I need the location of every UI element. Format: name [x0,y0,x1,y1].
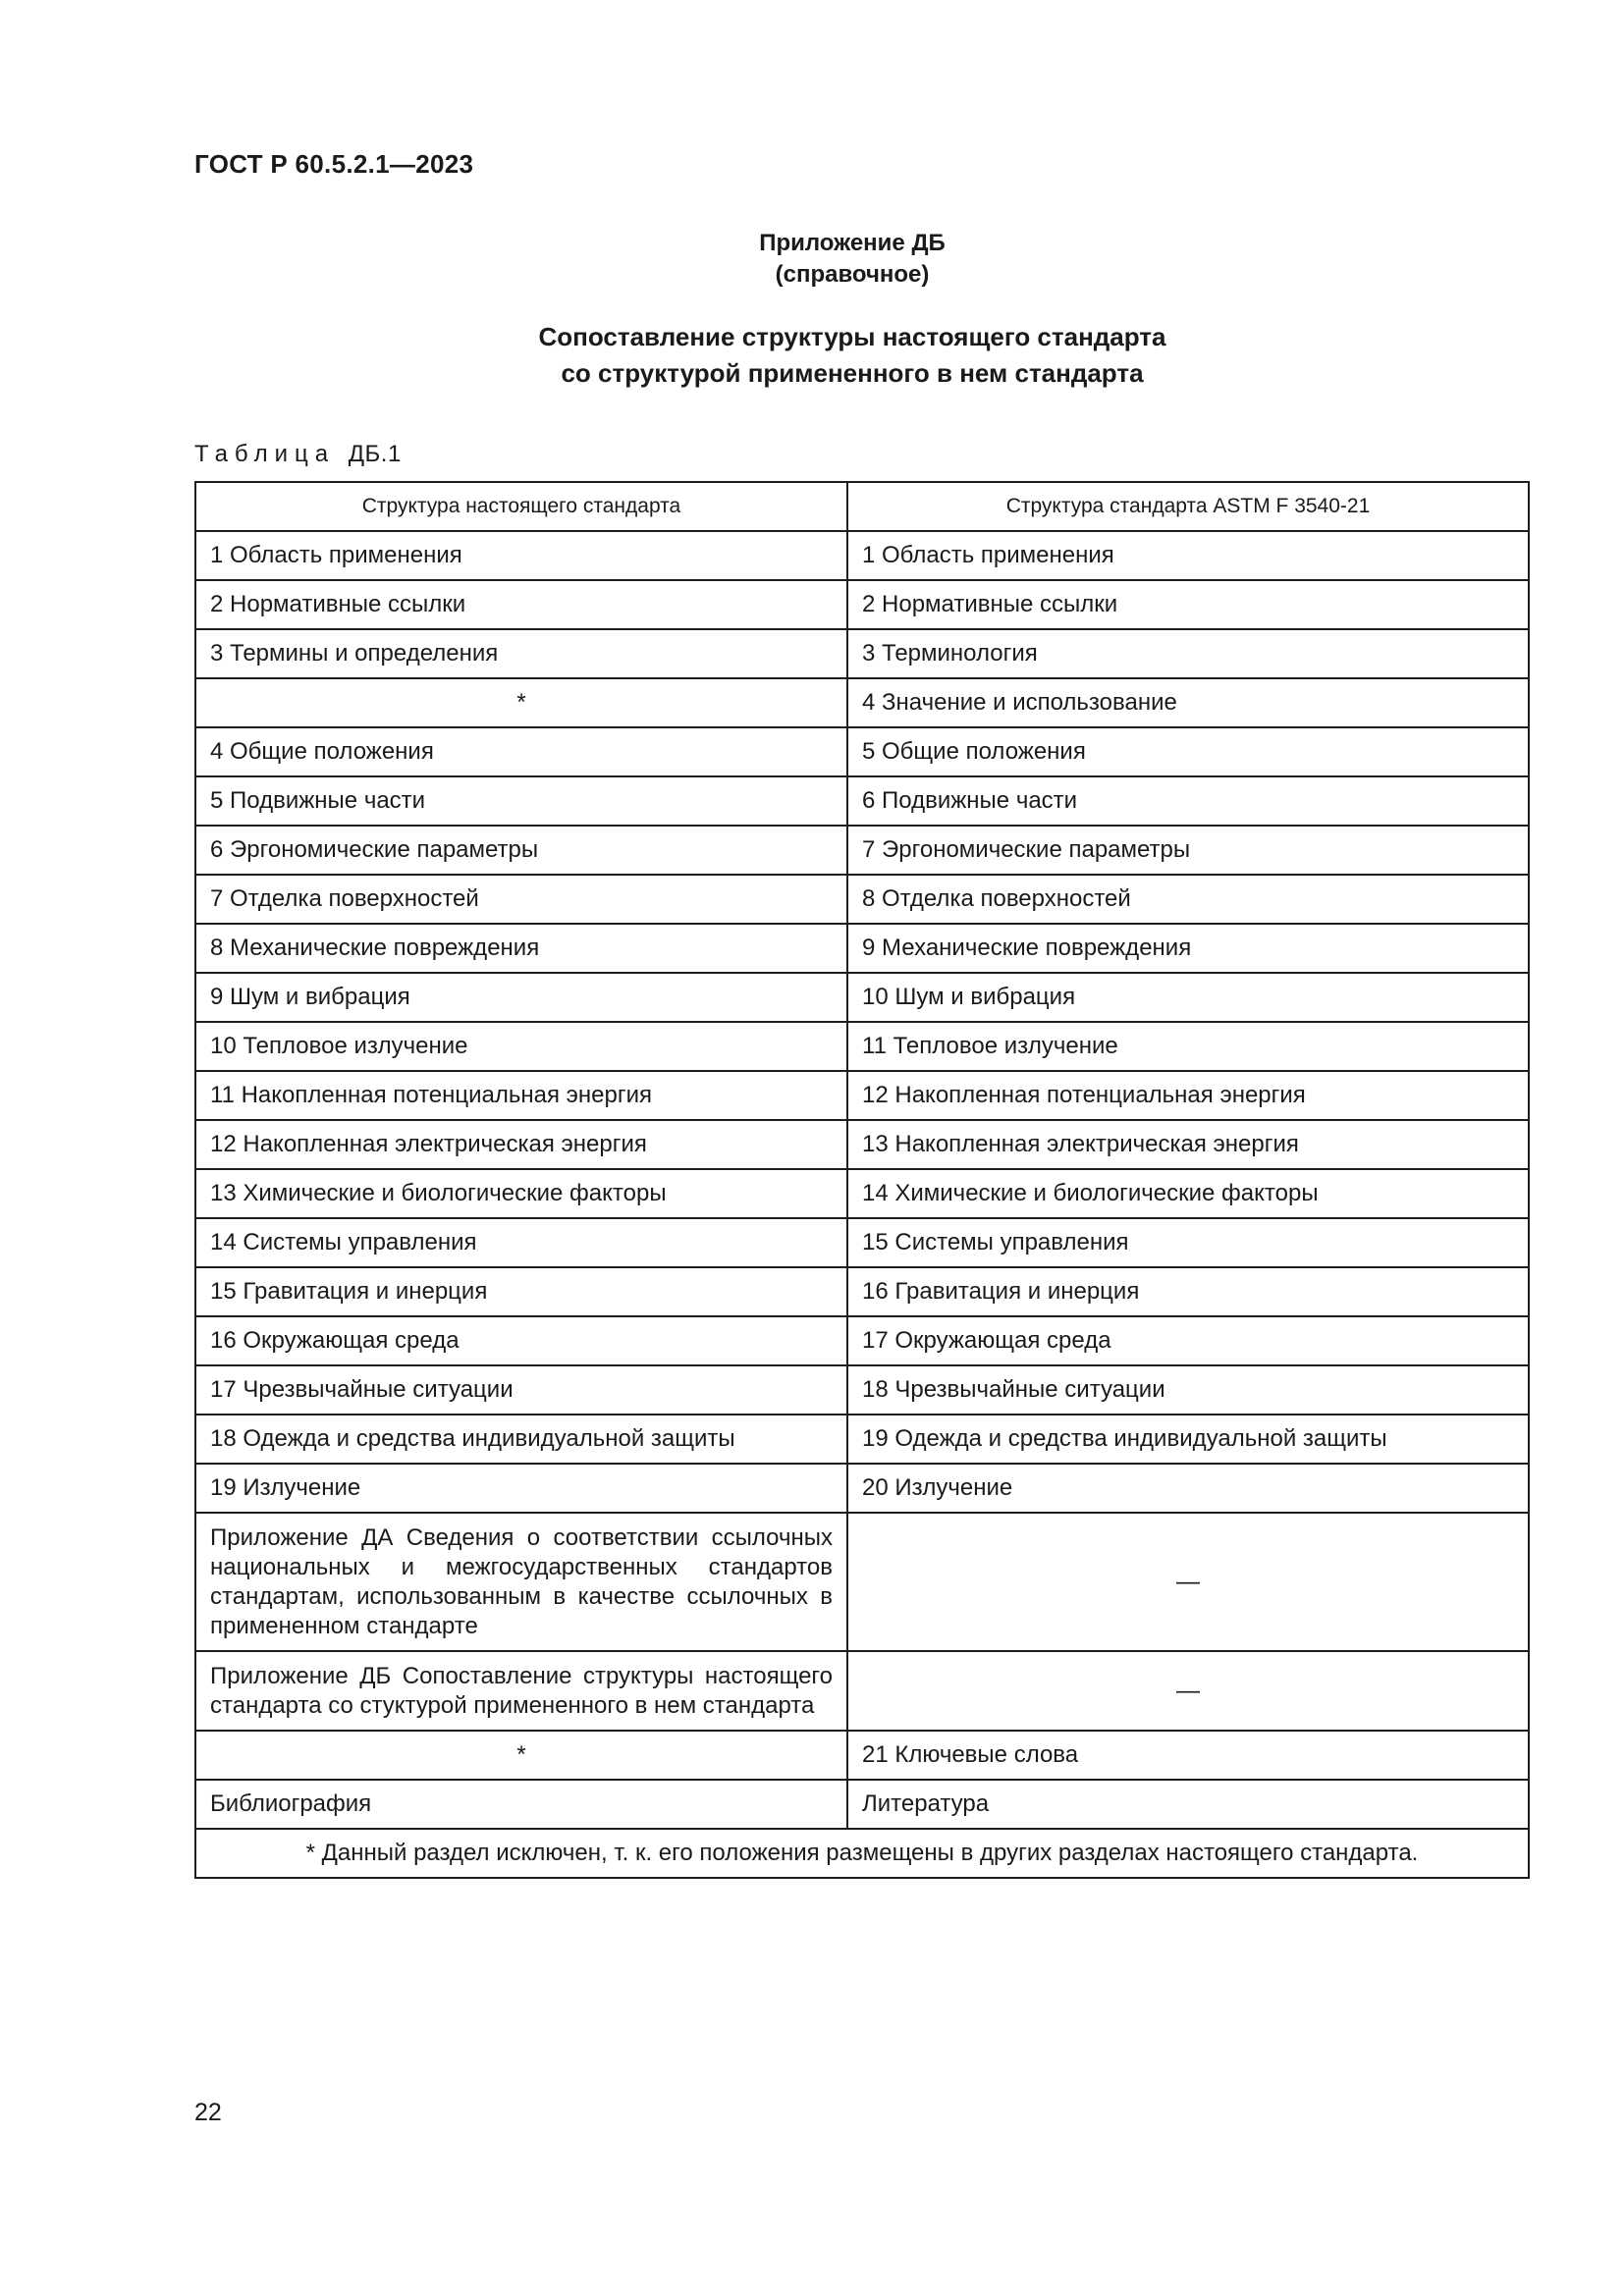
cell-current-excluded: * [195,678,847,727]
table-row [195,924,1529,973]
page-number: 22 [194,2099,222,2126]
column-header-astm-standard: Структура стандарта ASTM F 3540-21 [847,482,1529,531]
cell-astm: 19 Одежда и средства индивидуальной защиты [847,1415,1529,1464]
cell-astm: 17 Окружающая среда [847,1316,1529,1365]
cell-astm: 8 Отделка поверхностей [847,875,1529,924]
table-footnote: * Данный раздел исключен, т. к. его положения размещены в других разделах настоящего стандарта. [195,1829,1529,1878]
table-row [195,531,1529,580]
table-footnote-row [195,1829,1529,1878]
table-row [195,1316,1529,1365]
cell-astm: 10 Шум и вибрация [847,973,1529,1022]
column-header-current-standard: Структура настоящего стандарта [195,482,847,531]
table-caption [194,441,402,468]
document-code: ГОСТ Р 60.5.2.1—2023 [194,149,474,179]
cell-current: Приложение ДБ Сопоставление структуры настоящего стандарта со стуктурой примененного в нем стандарта [195,1651,847,1731]
cell-current: 17 Чрезвычайные ситуации [195,1365,847,1415]
cell-current: 9 Шум и вибрация [195,973,847,1022]
table-row [195,1651,1529,1731]
table-row [195,1218,1529,1267]
appendix-title-line1: Приложение ДБ [759,230,946,256]
table-row [195,1780,1529,1829]
cell-astm: 18 Чрезвычайные ситуации [847,1365,1529,1415]
cell-current: 15 Гравитация и инерция [195,1267,847,1316]
cell-astm-none: — [847,1651,1529,1731]
cell-current: 7 Отделка поверхностей [195,875,847,924]
cell-astm: 3 Терминология [847,629,1529,678]
cell-current-excluded: * [195,1731,847,1780]
table-caption-word: Таблица [194,441,336,467]
cell-current: 19 Излучение [195,1464,847,1513]
cell-current: 12 Накопленная электрическая энергия [195,1120,847,1169]
cell-astm: 21 Ключевые слова [847,1731,1529,1780]
table-row [195,1464,1529,1513]
table-header-row [195,482,1529,531]
table-row [195,1365,1529,1415]
table-caption-number: ДБ.1 [348,441,402,467]
cell-astm: 12 Накопленная потенциальная энергия [847,1071,1529,1120]
table-row [195,1415,1529,1464]
table-row [195,629,1529,678]
cell-astm: 2 Нормативные ссылки [847,580,1529,629]
cell-current: 3 Термины и определения [195,629,847,678]
table-row [195,1267,1529,1316]
appendix-title [0,228,1624,291]
cell-astm: 9 Механические повреждения [847,924,1529,973]
table-row [195,1022,1529,1071]
table-row [195,1731,1529,1780]
cell-current: Приложение ДА Сведения о соответствии ссылочных национальных и межгосударственных стандартов стандартам, использованным в качестве ссылочных в примененном стандарте [195,1513,847,1651]
table-row [195,1513,1529,1651]
cell-astm: 13 Накопленная электрическая энергия [847,1120,1529,1169]
table-row [195,826,1529,875]
cell-current: 16 Окружающая среда [195,1316,847,1365]
table-row [195,973,1529,1022]
cell-current: 13 Химические и биологические факторы [195,1169,847,1218]
cell-astm: 15 Системы управления [847,1218,1529,1267]
table-row [195,678,1529,727]
cell-current: 2 Нормативные ссылки [195,580,847,629]
cell-current: 14 Системы управления [195,1218,847,1267]
cell-astm: 16 Гравитация и инерция [847,1267,1529,1316]
cell-current: 4 Общие положения [195,727,847,776]
cell-current: 10 Тепловое излучение [195,1022,847,1071]
cell-astm: 5 Общие положения [847,727,1529,776]
cell-current: 6 Эргономические параметры [195,826,847,875]
table-row [195,1120,1529,1169]
cell-astm-none: — [847,1513,1529,1651]
cell-astm: Литература [847,1780,1529,1829]
cell-astm: 7 Эргономические параметры [847,826,1529,875]
table-row [195,776,1529,826]
cell-current: 8 Механические повреждения [195,924,847,973]
appendix-heading-line2: со структурой примененного в нем стандарта [561,358,1144,388]
cell-astm: 20 Излучение [847,1464,1529,1513]
table-row [195,580,1529,629]
table-row [195,1169,1529,1218]
cell-astm: 4 Значение и использование [847,678,1529,727]
table-row [195,1071,1529,1120]
cell-astm: 1 Область применения [847,531,1529,580]
table-row [195,727,1529,776]
cell-current: 18 Одежда и средства индивидуальной защиты [195,1415,847,1464]
appendix-heading-line1: Сопоставление структуры настоящего стандарта [538,322,1166,351]
cell-current: 11 Накопленная потенциальная энергия [195,1071,847,1120]
cell-astm: 11 Тепловое излучение [847,1022,1529,1071]
appendix-status: (справочное) [775,261,930,288]
cell-current: 5 Подвижные части [195,776,847,826]
cell-astm: 6 Подвижные части [847,776,1529,826]
cell-current: Библиография [195,1780,847,1829]
cell-current: 1 Область применения [195,531,847,580]
appendix-heading [0,319,1624,392]
cell-astm: 14 Химические и биологические факторы [847,1169,1529,1218]
table-row [195,875,1529,924]
structure-comparison-table [194,481,1530,1879]
